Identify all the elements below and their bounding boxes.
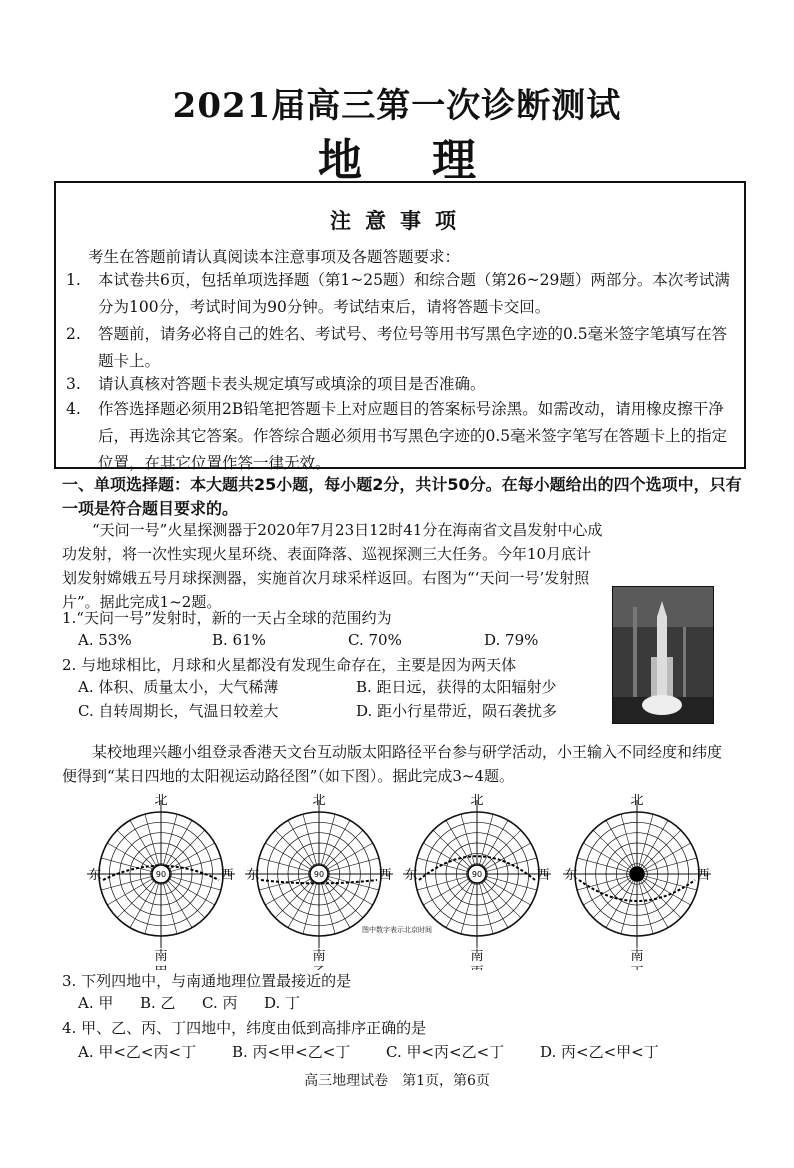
center-value: 90 <box>313 870 325 879</box>
zenith-marker <box>630 867 644 881</box>
azimuth-spoke <box>583 874 637 905</box>
east-label: 东 <box>564 868 578 883</box>
notice-intro: 考生在答题前请认真阅读本注意事项及各题答题要求： <box>88 248 461 266</box>
south-label: 南 <box>630 949 644 964</box>
azimuth-spoke <box>593 830 637 874</box>
south-label: 南 <box>154 949 168 964</box>
notice-item-number: 4. <box>66 400 81 418</box>
question-1-stem: 1.“天问一号”发射时，新的一天占全球的范围约为 <box>62 609 392 627</box>
west-label: 西 <box>536 868 550 883</box>
azimuth-spoke <box>593 874 637 918</box>
question-3-stem: 3. 下列四地中，与南通地理位置最接近的是 <box>62 972 352 990</box>
azimuth-spoke <box>637 874 681 918</box>
notice-item-text: 作答选择题必须用2B铅笔把答题卡上对应题目的答案标号涂黑。如需改动，请用橡皮擦干净后，再选涂其它答案。作答综合题必须用书写黑色字迹的0.5毫米签字笔写在答题卡上的指定位置，在其它位置作答一律无效。 <box>98 400 728 472</box>
q3-option-c[interactable]: C. 丙 <box>202 994 238 1012</box>
notice-title: 注意事项 <box>330 208 470 233</box>
q2-option-d[interactable]: D. 距小行星带近，陨石袭扰多 <box>356 702 558 720</box>
exam-title: 2021届高三第一次诊断测试 <box>172 86 622 126</box>
passage-1: “天问一号”火星探测器于2020年7月23日12时41分在海南省文昌发射中心成功发射，将一次性实现火星环绕、表面降落、巡视探测三大任务。今年10月底计划发射嫦娥五号月球探测器，实施首次月球采样返回。右图为“‘天问一号’发射照片”。据此完成1~2题。 <box>62 521 603 611</box>
azimuth-spoke <box>637 820 668 874</box>
west-label: 西 <box>378 868 392 883</box>
launch-photo <box>612 586 714 724</box>
q3-option-d[interactable]: D. 丁 <box>264 994 301 1012</box>
south-label: 南 <box>470 949 484 964</box>
north-label: 北 <box>470 794 484 808</box>
sun-path-diagram <box>82 794 240 970</box>
q1-option-c[interactable]: C. 70% <box>348 631 402 649</box>
q4-option-a[interactable]: A. 甲<乙<丙<丁 <box>78 1043 197 1061</box>
q3-option-a[interactable]: A. 甲 <box>78 994 114 1012</box>
notice-item <box>66 267 730 321</box>
notice-item-number: 1. <box>66 271 81 289</box>
q1-option-a[interactable]: A. 53% <box>78 631 132 649</box>
q2-option-c[interactable]: C. 自转周期长，气温日较差大 <box>78 702 279 720</box>
azimuth-spoke <box>606 820 637 874</box>
azimuth-spoke <box>637 830 681 874</box>
south-label: 南 <box>312 949 326 964</box>
page-footer: 高三地理试卷 第1页，第6页 <box>304 1073 490 1089</box>
center-value: 90 <box>155 870 167 879</box>
center-value: 90 <box>471 870 483 879</box>
diagram-label <box>630 965 643 970</box>
question-4-stem: 4. 甲、乙、丙、丁四地中，纬度由低到高排序正确的是 <box>62 1019 427 1037</box>
notice-item-number: 2. <box>66 325 81 343</box>
q4-option-d[interactable]: D. 丙<乙<甲<丁 <box>540 1043 659 1061</box>
sun-path-diagram <box>398 794 556 970</box>
notice-item <box>66 371 730 398</box>
sun-path-diagram <box>558 794 716 970</box>
north-label: 北 <box>154 794 168 808</box>
east-label: 东 <box>88 868 102 883</box>
notice-box <box>54 181 746 472</box>
notice-item <box>66 396 730 477</box>
azimuth-spoke <box>583 843 637 874</box>
east-label: 东 <box>404 868 418 883</box>
q4-option-c[interactable]: C. 甲<丙<乙<丁 <box>386 1043 505 1061</box>
q1-option-d[interactable]: D. 79% <box>484 631 539 649</box>
north-label: 北 <box>312 794 326 808</box>
rocket-launch-image <box>613 587 713 723</box>
west-label: 西 <box>220 868 234 883</box>
west-label: 西 <box>696 868 710 883</box>
diagram-note: 图中数字表示北京时间 <box>362 926 432 934</box>
notice-item-text: 本试卷共6页，包括单项选择题（第1~25题）和综合题（第26~29题）两部分。本次考试满分为100分，考试时间为90分钟。考试结束后，请将答题卡交回。 <box>98 271 730 316</box>
q2-option-b[interactable]: B. 距日远，获得的太阳辐射少 <box>356 678 557 696</box>
subject-title: 地理 <box>318 135 546 186</box>
q2-option-a[interactable]: A. 体积、质量太小，大气稀薄 <box>78 678 279 696</box>
q3-option-b[interactable]: B. 乙 <box>140 994 176 1012</box>
notice-item <box>66 321 730 375</box>
diagram-label <box>470 965 483 970</box>
notice-item-text: 请认真核对答题卡表头规定填写或填涂的项目是否准确。 <box>98 375 486 393</box>
question-2-stem: 2. 与地球相比，月球和火星都没有发现生命存在，主要是因为两天体 <box>62 656 517 674</box>
q1-option-b[interactable]: B. 61% <box>212 631 266 649</box>
section-heading: 一、单项选择题：本大题共25小题，每小题2分，共计50分。在每小题给出的四个选项中，只有一项是符合题目要求的。 <box>62 475 742 518</box>
passage-2: 某校地理兴趣小组登录香港天文台互动版太阳路径平台参与研学活动，小王输入不同经度和纬度便得到“某日四地的太阳视运动路径图”（如下图）。据此完成3~4题。 <box>62 743 723 785</box>
north-label: 北 <box>630 794 644 808</box>
sun-path-diagram <box>240 794 398 970</box>
east-label: 东 <box>246 868 260 883</box>
q4-option-b[interactable]: B. 丙<甲<乙<丁 <box>232 1043 351 1061</box>
notice-item-text: 答题前，请务必将自己的姓名、考试号、考位号等用书写黑色字迹的0.5毫米签字笔填写在答题卡上。 <box>98 325 728 370</box>
notice-item-number: 3. <box>66 375 81 393</box>
azimuth-spoke <box>637 843 691 874</box>
